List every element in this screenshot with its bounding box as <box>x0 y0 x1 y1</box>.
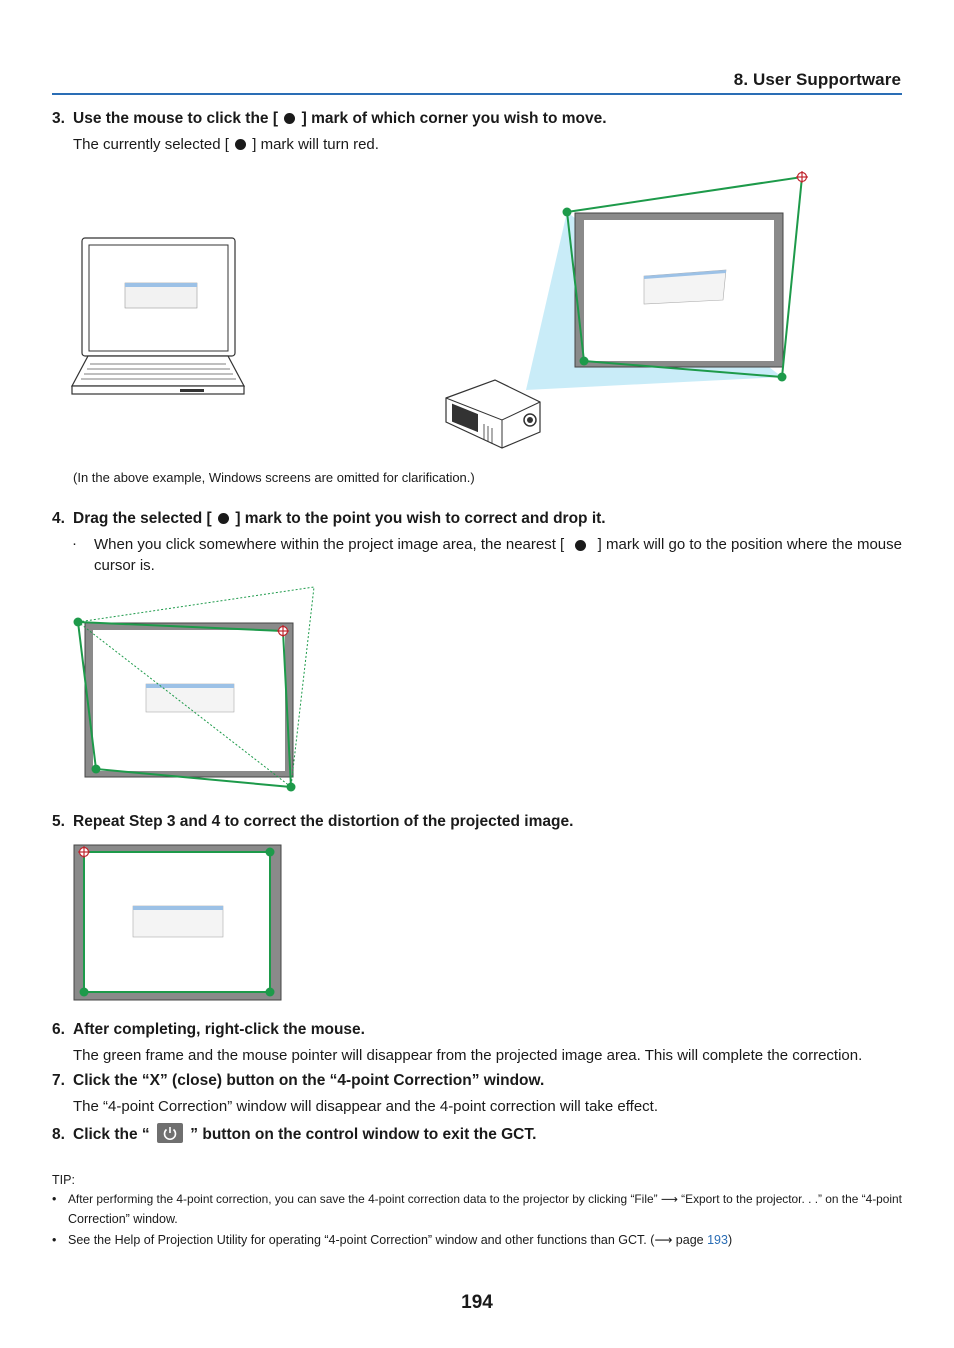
step-text: ] mark of which corner you wish to move. <box>301 110 607 127</box>
section-title: 8. User Supportware <box>733 70 901 89</box>
page-link[interactable]: 193 <box>707 1233 728 1247</box>
step-number: 3. <box>52 110 65 127</box>
desc-text: The currently selected [ <box>73 136 229 153</box>
step-number: 5. <box>52 813 65 830</box>
tip-text: ) <box>727 1233 733 1247</box>
desc-text: When you click somewhere within the project image area, the nearest [ <box>94 536 565 553</box>
tip-label: TIP: <box>52 1173 75 1187</box>
step-number: 8. <box>52 1126 65 1143</box>
step-text: Repeat Step 3 and 4 to correct the distortion of the projected image. <box>73 813 574 830</box>
step-6-description: The green frame and the mouse pointer will disappear from the projected image area. This will complete the correction. <box>73 1047 863 1064</box>
tip-bullet: • <box>52 1233 57 1247</box>
step-text: After completing, right-click the mouse. <box>73 1021 365 1038</box>
step-text: Click the “X” (close) button on the “4-point Correction” window. <box>73 1072 545 1089</box>
tip-text: Correction” window. <box>68 1212 178 1226</box>
step-text: Use the mouse to click the [ <box>73 110 278 127</box>
corner-marker-icon <box>80 988 89 997</box>
desc-text: cursor is. <box>94 557 155 574</box>
step-4-bullet: · <box>72 535 77 552</box>
power-icon <box>157 1123 183 1143</box>
tip-bullet: • <box>52 1192 57 1206</box>
step-number: 4. <box>52 510 65 527</box>
desc-text: ] mark will go to the position where the mouse <box>597 536 902 553</box>
step-7-description: The “4-point Correction” window will disappear and the 4-point correction will take effect. <box>73 1098 659 1115</box>
tip-text: See the Help of Projection Utility for operating “4-point Correction” window and other functions than GCT. (⟶ page <box>68 1233 708 1247</box>
page-number: 194 <box>461 1292 493 1313</box>
step-number: 6. <box>52 1021 65 1038</box>
step-8-heading <box>52 1123 536 1144</box>
tip-text: After performing the 4-point correction, you can save the 4-point correction data to the projector by clicking “File” ⟶ “Export to the projector. . .” on the “4-point <box>68 1192 902 1206</box>
desc-text: ] mark will turn red. <box>252 136 379 153</box>
window-thumbnail <box>133 906 223 937</box>
step-text: Drag the selected [ <box>73 510 212 527</box>
tip-item-2 <box>68 1230 732 1250</box>
figure-note: (In the above example, Windows screens are omitted for clarification.) <box>73 470 475 485</box>
step-text: Click the “ <box>73 1126 150 1143</box>
corner-marker-icon <box>266 988 275 997</box>
tip-item-1 <box>68 1189 902 1229</box>
step-text: ] mark to the point you wish to correct and drop it. <box>235 510 606 527</box>
step-text: ” button on the control window to exit the GCT. <box>190 1126 537 1143</box>
corner-marker-icon <box>266 848 275 857</box>
step-7-heading <box>52 1072 544 1090</box>
step-6-heading <box>52 1021 365 1039</box>
step-number: 7. <box>52 1072 65 1089</box>
